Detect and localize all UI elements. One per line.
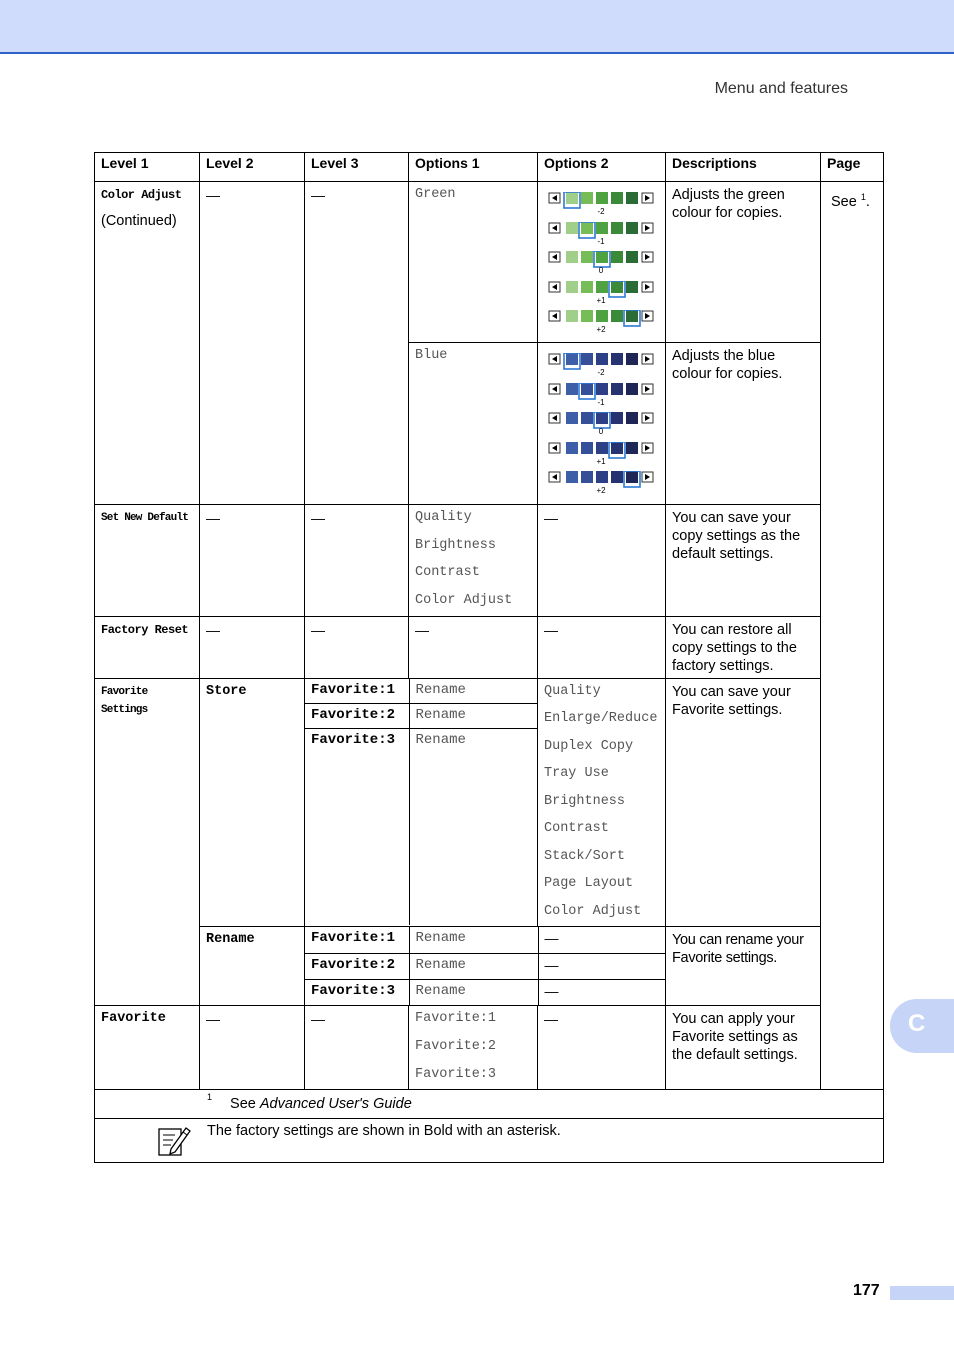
cell-options1 xyxy=(409,505,538,617)
cell-level3 xyxy=(305,1006,409,1090)
option-tray-use: Tray Use xyxy=(544,766,609,782)
color-swatch xyxy=(611,412,623,424)
green-slider-row xyxy=(538,188,665,218)
color-swatch xyxy=(596,281,608,293)
color-swatch xyxy=(596,222,608,234)
color-swatch xyxy=(626,222,638,234)
color-swatch xyxy=(566,222,578,234)
store-rename-1: Rename xyxy=(409,679,538,704)
color-swatch xyxy=(581,222,593,234)
option-blue: Blue xyxy=(415,348,448,363)
dash: — xyxy=(544,621,558,638)
green-slider-group xyxy=(538,188,665,336)
cell-level2 xyxy=(200,616,305,678)
green-slider xyxy=(548,281,658,305)
color-swatch xyxy=(626,310,638,322)
rename-rename-2: Rename xyxy=(409,953,538,979)
table-header-row xyxy=(95,153,884,182)
table-row xyxy=(95,505,884,617)
dash: — xyxy=(311,1011,325,1028)
note-row xyxy=(95,1119,884,1163)
option-color-adjust: Color Adjust xyxy=(415,593,513,609)
color-swatch xyxy=(566,442,578,454)
color-swatch xyxy=(596,353,608,365)
table-row xyxy=(95,678,884,927)
cell-options2 xyxy=(538,616,666,678)
cell-level3 xyxy=(305,182,409,505)
table-row xyxy=(305,704,538,729)
option-favorite-1: Favorite:1 xyxy=(415,1011,497,1027)
cell-level2 xyxy=(200,678,305,927)
running-head: Menu and features xyxy=(714,80,848,97)
level-label: 0 xyxy=(598,427,604,437)
description-blue: Adjusts the blue colour for copies. xyxy=(672,348,783,382)
green-slider xyxy=(548,222,658,246)
page-dot: . xyxy=(865,193,870,210)
cell-options1 xyxy=(409,1006,538,1090)
description-rename: You can rename your Favorite settings. xyxy=(672,932,804,967)
level-label: -1 xyxy=(597,236,605,246)
rename-rename-1: Rename xyxy=(409,927,538,953)
cell-blue-sliders xyxy=(538,343,666,505)
description-green: Adjusts the green colour for copies. xyxy=(672,187,785,221)
page-reference xyxy=(827,182,877,211)
cell-options1 xyxy=(409,182,538,343)
col-page: Page xyxy=(821,153,884,182)
color-swatch xyxy=(581,192,593,204)
cell-options2 xyxy=(538,678,666,927)
green-slider-row xyxy=(538,277,665,307)
footnote-row xyxy=(95,1090,884,1119)
option-green: Green xyxy=(415,187,456,202)
level-label: 0 xyxy=(598,266,604,276)
table-row xyxy=(305,729,538,925)
description-set-new-default: You can save your copy settings as the default settings. xyxy=(672,510,801,562)
cell-level3 xyxy=(305,505,409,617)
page-bar xyxy=(890,1286,954,1300)
rename-favorite-1: Favorite:1 xyxy=(305,927,409,953)
color-swatch xyxy=(596,251,608,263)
color-swatch xyxy=(596,192,608,204)
table-row xyxy=(305,927,666,953)
option-brightness: Brightness xyxy=(415,537,497,553)
menu-color-adjust: Color Adjust xyxy=(101,188,182,202)
option-page-layout: Page Layout xyxy=(544,876,634,892)
color-swatch xyxy=(581,353,593,365)
dash: — xyxy=(206,621,220,638)
store-subtable xyxy=(305,679,538,925)
color-swatch xyxy=(566,353,578,365)
option-stack-sort: Stack/Sort xyxy=(544,848,626,864)
blue-slider xyxy=(548,442,658,466)
cell-level1 xyxy=(95,1006,200,1090)
cell-level1 xyxy=(95,182,200,505)
cell-level2 xyxy=(200,182,305,505)
rename-rename-3: Rename xyxy=(409,979,538,1005)
dash: — xyxy=(311,510,325,526)
color-swatch xyxy=(581,442,593,454)
description-store: You can save your Favorite settings. xyxy=(672,683,791,718)
chapter-tab xyxy=(890,999,954,1053)
color-swatch xyxy=(626,281,638,293)
table-row xyxy=(305,953,666,979)
cell-level2 xyxy=(200,1006,305,1090)
level-label: +1 xyxy=(596,456,606,466)
footnote xyxy=(95,1090,884,1119)
level-label: +1 xyxy=(596,295,606,305)
store-favorite-3: Favorite:3 xyxy=(305,729,409,925)
cell-description xyxy=(666,927,821,1006)
color-swatch xyxy=(626,353,638,365)
cell-description xyxy=(666,678,821,927)
top-band xyxy=(0,0,954,54)
cell-description xyxy=(666,182,821,343)
option-enlarge-reduce: Enlarge/Reduce xyxy=(544,711,658,727)
color-swatch xyxy=(566,192,578,204)
cell-description xyxy=(666,343,821,505)
blue-slider-group xyxy=(538,349,665,497)
table-row xyxy=(305,679,538,704)
table-row xyxy=(95,1006,884,1090)
dash: — xyxy=(206,187,220,203)
table-row xyxy=(95,927,884,1006)
option-color-adjust: Color Adjust xyxy=(544,903,642,919)
color-swatch xyxy=(611,442,623,454)
color-swatch xyxy=(566,412,578,424)
color-swatch xyxy=(581,281,593,293)
note-text: The factory settings are shown in Bold with an asterisk. xyxy=(207,1123,561,1140)
blue-slider-row xyxy=(538,438,665,468)
blue-slider xyxy=(548,383,658,407)
continued-label: (Continued) xyxy=(101,213,177,229)
col-options2: Options 2 xyxy=(538,153,666,182)
color-swatch xyxy=(611,471,623,483)
rename-dash-3: — xyxy=(544,982,559,999)
color-swatch xyxy=(596,412,608,424)
blue-slider xyxy=(548,471,658,495)
option-contrast: Contrast xyxy=(415,565,480,581)
cell-options1 xyxy=(409,616,538,678)
blue-slider-row xyxy=(538,467,665,497)
rename-subtable xyxy=(305,927,666,1005)
color-swatch xyxy=(611,310,623,322)
color-swatch xyxy=(611,281,623,293)
description-factory-reset: You can restore all copy settings to the factory settings. xyxy=(672,621,797,674)
blue-slider-row xyxy=(538,408,665,438)
color-swatch xyxy=(611,383,623,395)
rename-dash-2: — xyxy=(538,953,666,979)
cell-options2 xyxy=(538,505,666,617)
option-favorite-2: Favorite:2 xyxy=(415,1038,497,1054)
green-slider xyxy=(548,192,658,216)
note-pencil-icon xyxy=(157,1123,191,1157)
dash: — xyxy=(415,621,429,638)
dash: — xyxy=(206,510,220,526)
color-swatch xyxy=(626,442,638,454)
cell-level3 xyxy=(305,616,409,678)
cell-description xyxy=(666,505,821,617)
footnote-prefix: See xyxy=(230,1096,260,1113)
table-row xyxy=(305,979,666,1005)
color-swatch xyxy=(611,353,623,365)
rename-favorite-2: Favorite:2 xyxy=(305,953,409,979)
option-quality: Quality xyxy=(544,683,601,699)
store-favorite-2: Favorite:2 xyxy=(305,704,409,729)
green-slider-row xyxy=(538,218,665,248)
color-swatch xyxy=(566,383,578,395)
color-swatch xyxy=(596,310,608,322)
dash: — xyxy=(311,187,325,203)
menu-store: Store xyxy=(206,683,247,699)
blue-slider xyxy=(548,353,658,377)
cell-rename-sub xyxy=(305,927,666,1006)
color-swatch xyxy=(566,251,578,263)
color-swatch xyxy=(566,471,578,483)
level-label: +2 xyxy=(596,486,606,496)
color-swatch xyxy=(626,383,638,395)
green-slider xyxy=(548,251,658,275)
page-footnote-ref: 1 xyxy=(860,192,866,202)
table-row xyxy=(95,616,884,678)
blue-slider xyxy=(548,412,658,436)
option-duplex-copy: Duplex Copy xyxy=(544,738,634,754)
color-swatch xyxy=(611,251,623,263)
col-descriptions: Descriptions xyxy=(666,153,821,182)
page-number: 177 xyxy=(853,1282,880,1299)
color-swatch xyxy=(581,471,593,483)
blue-slider-row xyxy=(538,379,665,409)
dash: — xyxy=(206,1011,220,1028)
cell-level2 xyxy=(200,505,305,617)
cell-page xyxy=(821,182,884,1090)
rename-favorite-3: Favorite:3 xyxy=(305,979,409,1005)
option-favorite-3: Favorite:3 xyxy=(415,1066,497,1082)
dash: — xyxy=(311,621,325,638)
cell-level1 xyxy=(95,616,200,678)
color-swatch xyxy=(626,412,638,424)
cell-level1 xyxy=(95,678,200,1006)
cell-description xyxy=(666,1006,821,1090)
dash: — xyxy=(544,510,558,526)
cell-green-sliders xyxy=(538,182,666,343)
col-level1: Level 1 xyxy=(95,153,200,182)
cell-description xyxy=(666,616,821,678)
cell-store-sub xyxy=(305,678,538,927)
color-swatch xyxy=(626,471,638,483)
level-label: -2 xyxy=(597,207,605,216)
page-see-text: See xyxy=(831,193,857,210)
menu-favorite: Favorite xyxy=(101,1011,166,1027)
cell-level1 xyxy=(95,505,200,617)
col-options1: Options 1 xyxy=(409,153,538,182)
color-swatch xyxy=(566,310,578,322)
note xyxy=(95,1119,884,1163)
color-swatch xyxy=(581,251,593,263)
green-slider xyxy=(548,310,658,334)
option-quality: Quality xyxy=(415,510,472,525)
menu-rename: Rename xyxy=(206,932,255,948)
color-swatch xyxy=(626,192,638,204)
color-swatch xyxy=(566,281,578,293)
col-level3: Level 3 xyxy=(305,153,409,182)
color-swatch xyxy=(596,471,608,483)
blue-slider-row xyxy=(538,349,665,379)
color-swatch xyxy=(596,442,608,454)
store-rename-2: Rename xyxy=(409,704,538,729)
description-favorite: You can apply your Favorite settings as the default settings. xyxy=(672,1011,798,1064)
footnote-guide: Advanced User's Guide xyxy=(259,1096,412,1113)
table-row xyxy=(95,182,884,343)
color-swatch xyxy=(626,251,638,263)
store-favorite-1: Favorite:1 xyxy=(305,679,409,704)
level-label: -2 xyxy=(597,368,605,377)
color-swatch xyxy=(581,383,593,395)
level-label: +2 xyxy=(596,325,606,335)
option-contrast: Contrast xyxy=(544,821,609,837)
option-brightness: Brightness xyxy=(544,793,626,809)
color-swatch xyxy=(581,412,593,424)
col-level2: Level 2 xyxy=(200,153,305,182)
footnote-number: 1 xyxy=(207,1092,213,1103)
chapter-tab-label: C xyxy=(908,1010,926,1037)
menu-set-new-default: Set New Default xyxy=(101,512,189,524)
green-slider-row xyxy=(538,247,665,277)
dash: — xyxy=(544,1011,558,1028)
level-label: -1 xyxy=(597,397,605,407)
color-swatch xyxy=(611,222,623,234)
color-swatch xyxy=(611,192,623,204)
cell-level2 xyxy=(200,927,305,1006)
color-swatch xyxy=(596,383,608,395)
rename-dash-1: — xyxy=(538,927,666,953)
color-swatch xyxy=(581,310,593,322)
cell-options1 xyxy=(409,343,538,505)
store-rename-3: Rename xyxy=(415,732,466,749)
menu-table xyxy=(94,152,884,1163)
menu-factory-reset: Factory Reset xyxy=(101,622,189,637)
cell-options2 xyxy=(538,1006,666,1090)
green-slider-row xyxy=(538,306,665,336)
menu-favorite-settings: Favorite Settings xyxy=(101,685,148,716)
